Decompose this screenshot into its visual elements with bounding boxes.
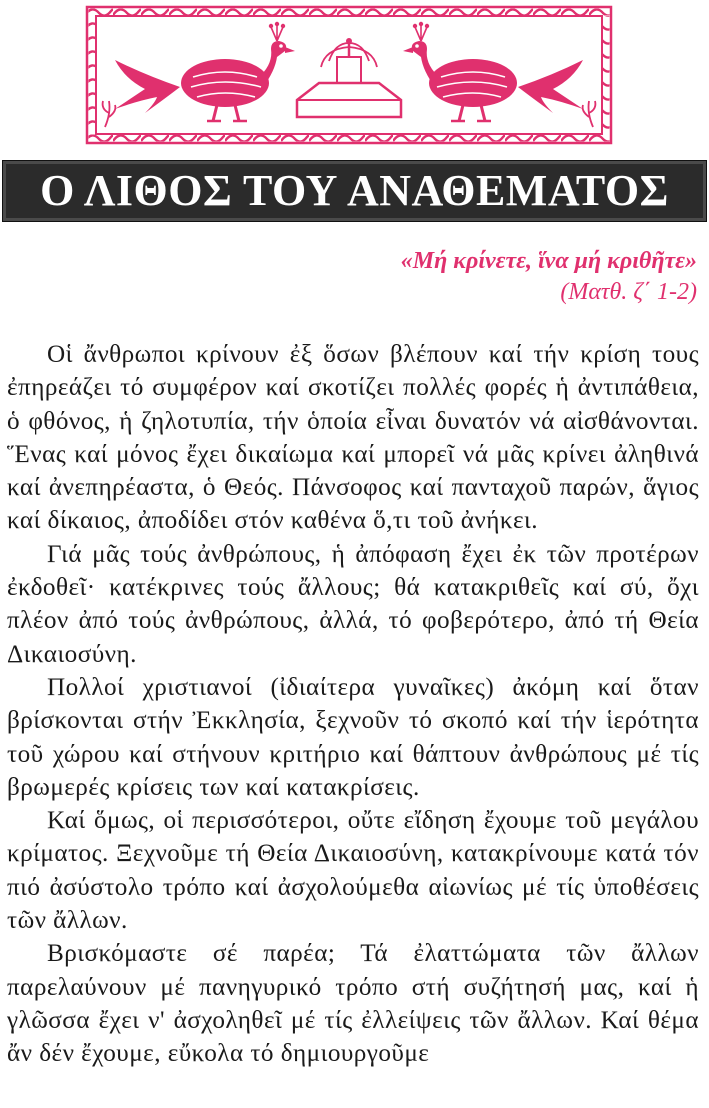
paragraph: Καί ὅμως, οἱ περισσότεροι, οὔτε εἴδηση ἔχουμε τοῦ μεγάλου κρίματος. Ξεχνοῦμε τή Θεία Δικαιοσύνη, κατακρίνουμε κατά τόν πιό ἀσύστολο τρόπο καί ἀσχολούμεθα αἰωνίως μέ τίς ὑποθέσεις τῶν ἄλλων. <box>7 807 699 935</box>
epigraph <box>401 246 697 308</box>
paragraph: Βρισκόμαστε σέ παρέα; Τά ἐλαττώματα τῶν ἄλλων παρελαύνουν μέ πανηγυρικό τρόπο στή συζήτησή μας, καί ἡ γλῶσσα ἔχει ν' ἀσχοληθεῖ μέ τίς ἐλλείψεις τῶν ἄλλων. Καί θέμα ἄν δέν ἔχουμε, εὔκολα τό δημιουργοῦμε <box>7 940 699 1068</box>
article-body <box>7 338 699 1071</box>
page-title: Ο ΛΙΘΟΣ ΤΟΥ ΑΝΑΘΕΜΑΤΟΣ <box>40 166 669 215</box>
header-illustration <box>85 5 613 145</box>
paragraph: Οἱ ἄνθρωποι κρίνουν ἐξ ὅσων βλέπουν καί τήν κρίση τους ἐπηρεάζει τό συμφέρον καί σκοτίζει πολλές φορές ἡ ἀντιπάθεια, ὁ φθόνος, ἡ ζηλοτυπία, τήν ὁποία εἶναι δυνατόν νά αἰσθάνονται. Ἕνας καί μόνος ἔχει δικαίωμα καί μπορεῖ νά μᾶς κρίνει ἀληθινά καί ἀνεπηρέαστα, ὁ Θεός. Πάνσοφος καί πανταχοῦ παρών, ἅγιος καί δίκαιος, ἀποδίδει στόν καθένα ὅ,τι τοῦ ἀνήκει. <box>7 341 699 535</box>
paragraph: Πολλοί χριστιανοί (ἰδιαίτερα γυναῖκες) ἀκόμη καί ὅταν βρίσκονται στήν Ἐκκλησία, ξεχνοῦν τό σκοπό καί τήν ἱερότητα τοῦ χώρου καί στήνουν κριτήριο καί θάπτουν ἀνθρώπους μέ τίς βρωμερές κρίσεις των καί κατακρίσεις. <box>7 673 699 801</box>
epigraph-reference: (Ματθ. ζ΄ 1-2) <box>560 279 697 305</box>
fountain-icon <box>297 38 401 117</box>
plant-sprig-icon <box>103 101 596 127</box>
border-frame <box>87 7 611 143</box>
paragraph: Γιά μᾶς τούς ἀνθρώπους, ἡ ἀπόφαση ἔχει ἐκ τῶν προτέρων ἐκδοθεῖ· κατέκρινες τούς ἄλλους; θά κατακριθεῖς καί σύ, ὄχι πλέον ἀπό τούς ἀνθρώπους, ἀλλά, τό φοβερότερο, ἀπό τή Θεία Δικαιοσύνη. <box>7 540 699 668</box>
left-peacock-icon <box>115 22 295 121</box>
right-peacock-icon <box>403 22 583 121</box>
title-bar <box>2 160 707 222</box>
epigraph-quote: «Μή κρίνετε, ἵνα μή κριθῆτε» <box>400 248 697 274</box>
